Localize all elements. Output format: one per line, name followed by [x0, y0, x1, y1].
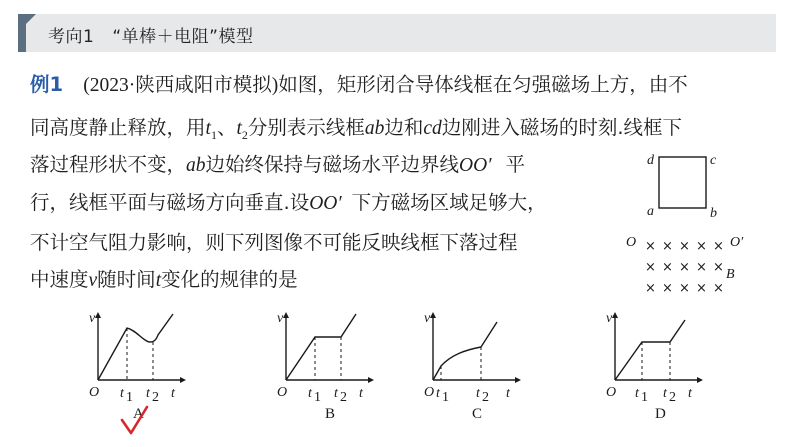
t1-label: t: [436, 386, 440, 401]
origin-label: O: [277, 385, 288, 400]
t2-sub: 2: [669, 390, 676, 405]
problem-text: 分别表示线框: [247, 116, 365, 139]
t-label: t: [688, 386, 692, 401]
symbol-sub: 2: [241, 127, 248, 142]
option-c-caption[interactable]: C: [472, 406, 483, 422]
corner-label-c: c: [710, 153, 717, 168]
t1-sub: 1: [126, 390, 133, 405]
v-axis-arrow: [95, 312, 101, 318]
check-mark-icon: [122, 407, 147, 433]
option-d-caption[interactable]: D: [655, 406, 666, 422]
boundary-label-o: O: [626, 235, 637, 250]
field-cross: ×: [662, 281, 673, 296]
problem-text: 同高度静止释放，用: [30, 116, 206, 139]
problem-line-1: [30, 68, 688, 102]
problem-text: 、: [216, 116, 237, 139]
corner-label-b: b: [710, 206, 717, 221]
header-title: [48, 22, 253, 47]
t1-label: t: [308, 386, 312, 401]
t1-sub: 1: [641, 390, 648, 405]
field-cross: ×: [696, 260, 707, 275]
v-t-curve: [98, 314, 173, 380]
example-label: 例1: [30, 73, 64, 96]
conductor-frame: [659, 157, 706, 208]
option-a-caption[interactable]: A: [133, 406, 144, 422]
header-accent: [18, 14, 26, 52]
graph-c: [424, 311, 521, 422]
problem-text: 下方磁场区域足够大，: [351, 191, 547, 214]
header-corner: [26, 14, 36, 24]
v-label: v: [277, 311, 284, 326]
problem-source: (2023·陕西咸阳市模拟): [83, 75, 279, 96]
graph-d: [606, 311, 703, 422]
symbol-t1: t: [205, 118, 211, 139]
problem-text: 不计空气阻力影响，则下列图像不可能反映线框下落过程: [30, 231, 518, 254]
t2-sub: 2: [340, 390, 347, 405]
v-axis-arrow: [430, 312, 436, 318]
problem-line-4: [30, 186, 547, 220]
t1-sub: 1: [442, 390, 449, 405]
origin-label: O: [606, 385, 617, 400]
symbol-t: t: [155, 270, 162, 291]
problem-line-2: [30, 111, 682, 152]
problem-text: 边始终保持与磁场水平边界线: [205, 153, 460, 176]
origin-label: O: [424, 385, 435, 400]
t2-label: t: [146, 386, 150, 401]
v-label: v: [424, 311, 431, 326]
problem-text: 行，线框平面与磁场方向垂直.设: [30, 191, 310, 214]
field-cross: ×: [713, 281, 724, 296]
field-cross: ×: [696, 281, 707, 296]
v-axis-arrow: [283, 312, 289, 318]
problem-line-5: [30, 226, 518, 259]
v-label: v: [606, 311, 613, 326]
problem-text: 随时间: [97, 268, 156, 291]
t2-label: t: [663, 386, 667, 401]
header-model: “单棒＋电阻”模型: [112, 27, 254, 47]
field-cross: ×: [696, 239, 707, 254]
field-cross: ×: [645, 239, 656, 254]
field-cross: ×: [713, 239, 724, 254]
corner-label-a: a: [647, 204, 654, 219]
t-label: t: [171, 386, 175, 401]
v-axis-arrow: [612, 312, 618, 318]
t2-label: t: [476, 386, 480, 401]
field-cross: ×: [679, 260, 690, 275]
field-label-b: B: [726, 267, 735, 282]
field-cross: ×: [645, 281, 656, 296]
option-b-caption[interactable]: B: [325, 406, 336, 422]
problem-line-6: [30, 263, 298, 297]
problem-text: 如图，矩形闭合导体线框在匀强磁场上方，由不: [278, 73, 688, 96]
graph-a: [89, 311, 186, 422]
t-axis-arrow: [515, 377, 521, 383]
field-cross: ×: [713, 260, 724, 275]
symbol-oo-prime: OO′: [459, 155, 492, 176]
section-header: [18, 14, 776, 52]
magnetic-field-crosses: [645, 239, 724, 296]
field-cross: ×: [662, 239, 673, 254]
t2-label: t: [334, 386, 338, 401]
t1-label: t: [635, 386, 639, 401]
problem-line-3: [30, 148, 525, 182]
field-cross: ×: [679, 281, 690, 296]
symbol-v: v: [88, 270, 98, 291]
problem-text: 边和: [384, 116, 424, 139]
t2-sub: 2: [152, 390, 159, 405]
boundary-label-o-prime: O′: [730, 235, 744, 250]
symbol-cd: cd: [423, 118, 442, 139]
problem-text: 变化的规律的是: [161, 268, 298, 291]
symbol-ab: ab: [186, 155, 206, 176]
corner-label-d: d: [647, 153, 654, 168]
field-cross: ×: [679, 239, 690, 254]
t-axis-arrow: [368, 377, 374, 383]
t-label: t: [359, 386, 363, 401]
problem-text: 落过程形状不变，: [30, 153, 187, 176]
field-cross: ×: [662, 260, 673, 275]
symbol-oo-prime: OO′: [309, 193, 342, 214]
t1-label: t: [120, 386, 124, 401]
t-axis-arrow: [180, 377, 186, 383]
problem-text: 边刚进入磁场的时刻.线框下: [441, 116, 683, 139]
v-label: v: [89, 311, 96, 326]
graph-b: [277, 311, 374, 422]
symbol-ab: ab: [364, 118, 385, 139]
t2-sub: 2: [482, 390, 489, 405]
t1-sub: 1: [314, 390, 321, 405]
t-label: t: [506, 386, 510, 401]
field-cross: ×: [645, 260, 656, 275]
origin-label: O: [89, 385, 100, 400]
header-topic: 考向1: [48, 27, 95, 47]
v-t-curve: [286, 314, 356, 380]
problem-text: 平: [505, 153, 525, 176]
symbol-t2: t: [236, 118, 242, 139]
symbol-sub: 1: [210, 127, 217, 142]
v-t-curve: [433, 322, 497, 380]
problem-text: 中速度: [30, 268, 89, 291]
t-axis-arrow: [697, 377, 703, 383]
v-t-curve: [615, 320, 685, 380]
